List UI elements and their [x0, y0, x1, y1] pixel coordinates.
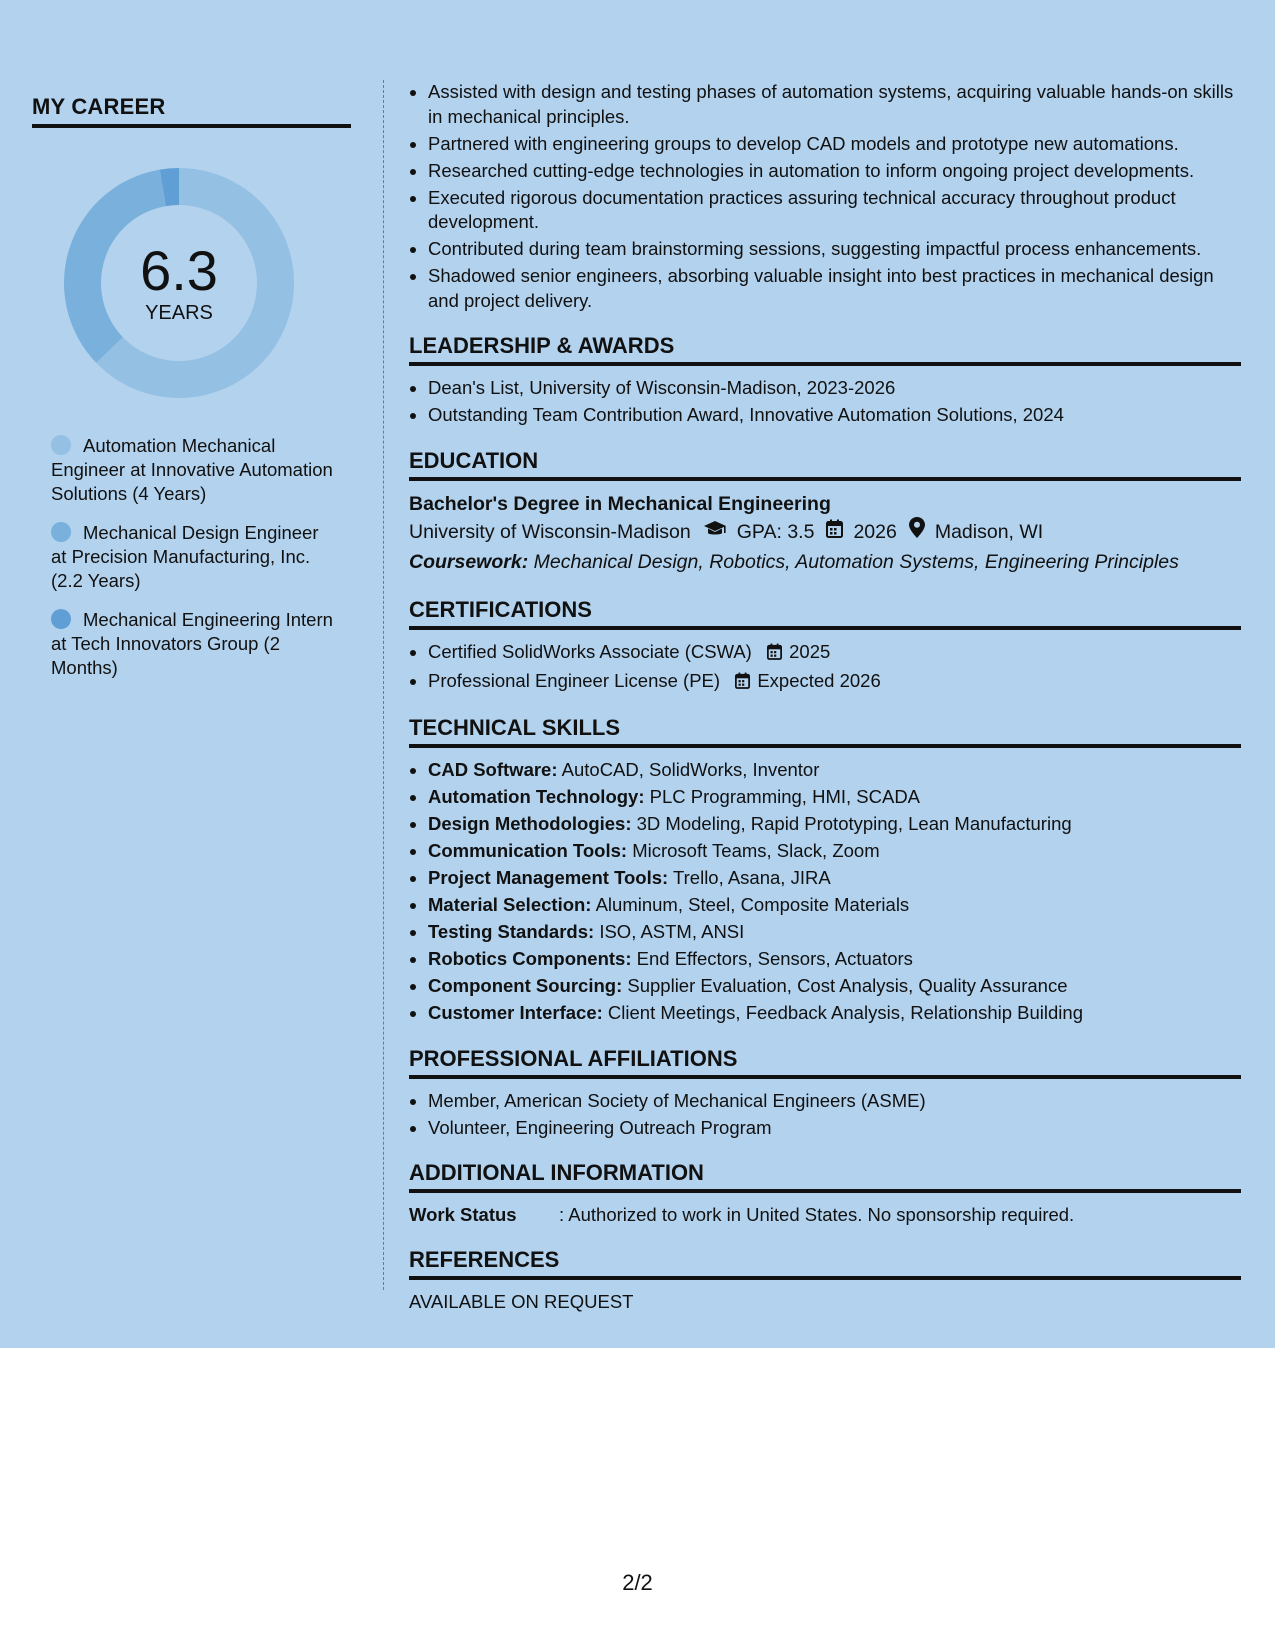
references-text: AVAILABLE ON REQUEST: [409, 1291, 634, 1312]
education-year: 2026: [853, 520, 897, 543]
legend-item: [51, 608, 336, 680]
certifications-title: CERTIFICATIONS: [409, 597, 1241, 630]
experience-bullet: • Researched cutting-edge technologies in automation to inform ongoing project developments.: [428, 159, 1241, 184]
education-title: EDUCATION: [409, 448, 1241, 481]
legend-dot-2: [51, 522, 71, 542]
coursework-value: Mechanical Design, Robotics, Automation Systems, Engineering Principles: [533, 550, 1179, 573]
experience-bullet: • Assisted with design and testing phases of automation systems, acquiring valuable hands-on skills in mechanical principles.: [428, 80, 1241, 129]
career-sidebar: [32, 94, 351, 695]
work-status-value: : Authorized to work in United States. No sponsorship required.: [559, 1204, 1075, 1225]
career-legend: [51, 434, 336, 680]
calendar-icon: [767, 642, 782, 667]
skills-title: TECHNICAL SKILLS: [409, 715, 1241, 748]
skill-value: Trello, Asana, JIRA: [673, 867, 831, 888]
location-pin-icon: [909, 517, 925, 547]
skill-value: Supplier Evaluation, Cost Analysis, Quality Assurance: [627, 975, 1068, 996]
skills-list: [409, 758, 1241, 1026]
skill-value: End Effectors, Sensors, Actuators: [636, 948, 913, 969]
legend-dot-3: [51, 609, 71, 629]
education-coursework: [409, 547, 1241, 577]
education-location: Madison, WI: [934, 520, 1044, 543]
skill-label: Design Methodologies:: [428, 813, 632, 834]
references-title: REFERENCES: [409, 1247, 1241, 1280]
career-total-unit: YEARS: [145, 302, 213, 324]
skill-value: AutoCAD, SolidWorks, Inventor: [561, 759, 820, 780]
career-title: MY CAREER: [32, 94, 351, 128]
skill-label: Customer Interface:: [428, 1002, 603, 1023]
experience-bullet: • Contributed during team brainstorming sessions, suggesting impactful process enhancements.: [428, 237, 1241, 262]
education-gpa: GPA: 3.5: [736, 520, 815, 543]
column-divider: [383, 80, 384, 1290]
experience-bullet: • Shadowed senior engineers, absorbing valuable insight into best practices in mechanical design and project delivery.: [428, 264, 1241, 313]
experience-bullet: • Partnered with engineering groups to develop CAD models and prototype new automations.: [428, 132, 1241, 157]
skill-item: [428, 920, 1241, 945]
skill-item: [428, 893, 1241, 918]
skill-value: ISO, ASTM, ANSI: [599, 921, 745, 942]
skill-value: Aluminum, Steel, Composite Materials: [595, 894, 910, 915]
career-total-value: 6.3: [140, 239, 218, 302]
certification-date: Expected 2026: [757, 669, 881, 691]
additional-info-title: ADDITIONAL INFORMATION: [409, 1160, 1241, 1193]
skill-item: [428, 758, 1241, 783]
skill-label: Material Selection:: [428, 894, 592, 915]
skill-label: Robotics Components:: [428, 948, 632, 969]
main-column: [409, 80, 1241, 1314]
legend-item: [51, 521, 336, 593]
education-degree: Bachelor's Degree in Mechanical Engineering: [409, 492, 831, 515]
skill-item: [428, 947, 1241, 972]
skill-value: 3D Modeling, Rapid Prototyping, Lean Manufacturing: [636, 813, 1072, 834]
education-school: University of Wisconsin-Madison: [409, 520, 691, 543]
skill-label: Component Sourcing:: [428, 975, 623, 996]
certification-name: Professional Engineer License (PE): [428, 669, 721, 691]
affiliations-title: PROFESSIONAL AFFILIATIONS: [409, 1046, 1241, 1079]
skill-value: Microsoft Teams, Slack, Zoom: [632, 840, 880, 861]
skill-item: [428, 1001, 1241, 1026]
affiliation-item: • Member, American Society of Mechanical Engineers (ASME): [428, 1089, 1241, 1114]
affiliation-item: • Volunteer, Engineering Outreach Program: [428, 1116, 1241, 1141]
skill-label: Communication Tools:: [428, 840, 628, 861]
certification-date: 2025: [789, 640, 831, 662]
coursework-label: Coursework:: [409, 550, 529, 573]
skill-item: [428, 839, 1241, 864]
leadership-item: • Dean's List, University of Wisconsin-Madison, 2023-2026: [428, 376, 1241, 401]
page-number: 2/2: [622, 1570, 653, 1595]
skill-item: [428, 812, 1241, 837]
work-status-label: Work Status: [409, 1204, 517, 1225]
certification-item: [428, 669, 1241, 696]
certification-item: [428, 640, 1241, 667]
certification-name: Certified SolidWorks Associate (CSWA): [428, 640, 752, 662]
legend-label: Mechanical Design Engineer at Precision Manufacturing, Inc. (2.2 Years): [51, 522, 319, 591]
affiliations-list: [409, 1089, 1241, 1141]
calendar-icon: [735, 671, 750, 696]
calendar-icon: [826, 517, 843, 547]
experience-bullet: • Executed rigorous documentation practices assuring technical accuracy throughout product development.: [428, 186, 1241, 235]
skill-label: Testing Standards:: [428, 921, 595, 942]
graduation-cap-icon: [703, 517, 727, 547]
leadership-title: LEADERSHIP & AWARDS: [409, 333, 1241, 366]
skill-value: Client Meetings, Feedback Analysis, Relationship Building: [607, 1002, 1083, 1023]
skill-label: Automation Technology:: [428, 786, 645, 807]
experience-bullets: [409, 80, 1241, 313]
leadership-list: [409, 376, 1241, 428]
legend-item: [51, 434, 336, 506]
skill-item: [428, 866, 1241, 891]
education-meta: [409, 517, 1241, 547]
work-status-row: [409, 1203, 1241, 1227]
skill-item: [428, 974, 1241, 999]
leadership-item: • Outstanding Team Contribution Award, Innovative Automation Solutions, 2024: [428, 403, 1241, 428]
legend-label: Mechanical Engineering Intern at Tech Innovators Group (2 Months): [51, 609, 333, 678]
skill-label: CAD Software:: [428, 759, 558, 780]
career-donut-chart: [64, 168, 294, 398]
legend-dot-1: [51, 435, 71, 455]
skill-label: Project Management Tools:: [428, 867, 669, 888]
certifications-list: [409, 640, 1241, 696]
donut-center: [64, 239, 294, 325]
legend-label: Automation Mechanical Engineer at Innovative Automation Solutions (4 Years): [51, 435, 333, 504]
skill-item: [428, 785, 1241, 810]
skill-value: PLC Programming, HMI, SCADA: [649, 786, 921, 807]
